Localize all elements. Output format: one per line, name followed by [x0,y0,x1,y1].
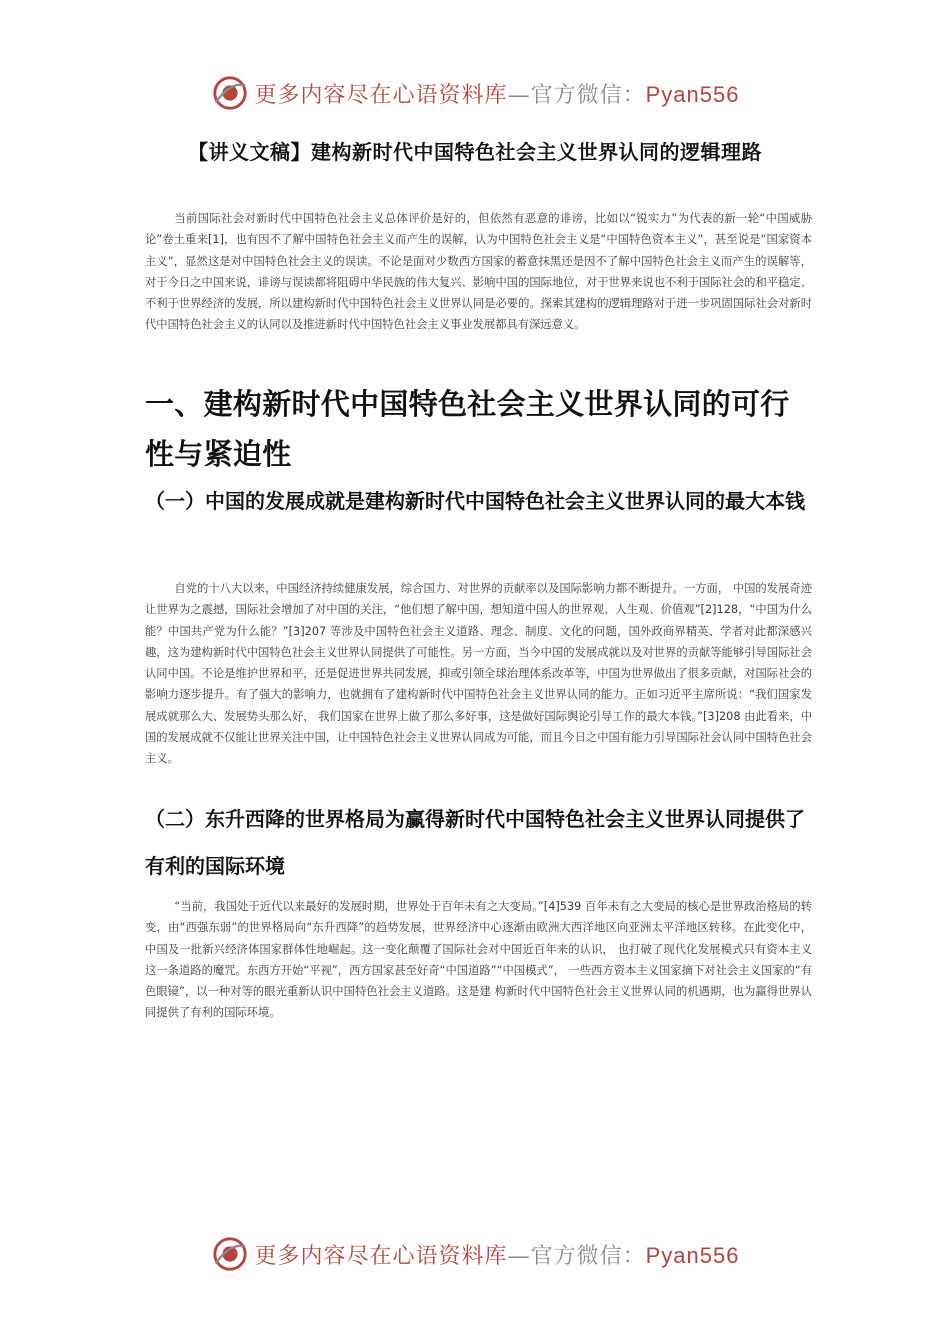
subsection-2-block [145,796,812,890]
banner-text [255,78,740,109]
intro-block [145,208,812,336]
intro-paragraph: 当前国际社会对新时代中国特色社会主义总体评价是好的，但依然有恶意的诽谤，比如以“锐实力”为代表的新一轮“中国威胁论”卷土重来[1]，也有因不了解中国特色社会主义而产生的误解，认为中国特色社会主义是“中国特色资本主义”，甚至说是“国家资本主义”，显然这是对中国特色社会主义的误读。不论是面对少数西方国家的蓄意抹黑还是因不了解中国特色社会主义而产生的误解等，对于今日之中国来说，诽谤与误读都将阻碍中华民族的伟大复兴、影响中国的国际地位，对于世界来说也不利于国际社会的和平稳定、不利于世界经济的发展，所以建构新时代中国特色社会主义世界认同是必要的。探索其建构的逻辑理路对于进一步巩固国际社会对新时代中国特色社会主义的认同以及推进新时代中国特色社会主义事业发展都具有深远意义。 [145,212,812,332]
section-1-heading: 一、建构新时代中国特色社会主义世界认同的可行性与紧迫性 [145,387,790,471]
header-watermark-banner [0,71,950,115]
subsection-2-body-block [145,896,812,1024]
banner-wechat-label: 官方微信： [530,1243,646,1269]
banner-text [255,1239,740,1270]
subsection-2-paragraph: “当前，我国处于近代以来最好的发展时期，世界处于百年未有之大变局。”[4]539 百年未有之大变局的核心是世界政治格局的转变，由“西强东弱”的世界格局向“东升西降”的趋势发展，世界经济中心逐渐由欧洲大西洋地区向亚洲太平洋地区转移。在此变化中，中国及一批新兴经济体国家群体性地崛起。这一变化颠覆了国际社会对中国近百年来的认识， 也打破了现代化发展模式只有资本主义这一条道路的魔咒。东西方开始“平视”，西方国家甚至好奇“中国道路”“中国模式”， 一些西方资本主义国家摘下对社会主义国家的“有色眼镜”，以一种对等的眼光重新认识中国特色社会主义道路。这是建 构新时代中国特色社会主义世界认同的机遇期，也为赢得世界认同提供了有利的国际环境。 [145,900,812,1020]
subsection-1-paragraph: 自党的十八大以来，中国经济持续健康发展，综合国力、对世界的贡献率以及国际影响力都不断提升。一方面， 中国的发展奇迹让世界为之震撼，国际社会增加了对中国的关注，“他们想了解中国，想知道中国人的世界观、人生观、价值观”[2]128，“中国为什么能？中国共产党为什么能？”[3]207 等涉及中国特色社会主义道路、理念、制度、文化的问题，国外政商界精英、学者对此都深感兴趣，这为建构新时代中国特色社会主义世界认同提供了可能性。另一方面，当今中国的发展成就以及对世界的贡献等能够引导国际社会认同中国。不论是维护世界和平，还是促进世界共同发展，抑或引领全球治理体系改革等，中国为世界做出了很多贡献，对国际社会的影响力逐步提升。有了强大的影响力，也就拥有了建构新时代中国特色社会主义世界认同的能力。正如习近平主席所说：“我们国家发展成就那么大、发展势头那么好， 我们国家在世界上做了那么多好事，这是做好国际舆论引导工作的最大本钱。”[3]208 由此看来，中国的发展成就不仅能让世界关注中国，让中国特色社会主义世界认同成为可能，而且今日之中国有能力引导国际社会认同中国特色社会主义。 [145,582,812,766]
footer-watermark-banner [0,1232,950,1276]
subsection-1-heading: （一）中国的发展成就是建构新时代中国特色社会主义世界认同的最大本钱 [145,489,805,513]
document-title: 【讲义文稿】建构新时代中国特色社会主义世界认同的逻辑理路 [188,140,762,164]
banner-main-text: 更多内容尽在心语资料库 [254,1243,508,1269]
section-1-block [145,379,812,479]
subsection-1-block [145,478,812,525]
banner-dash: — [507,1243,531,1269]
banner-dash: — [507,82,531,108]
subsection-2-heading: （二）东升西降的世界格局为赢得新时代中国特色社会主义世界认同提供了有利的国际环境 [145,807,805,878]
brand-logo-icon [211,74,249,112]
banner-wechat-id: Pyan556 [645,81,740,107]
banner-wechat-id: Pyan556 [645,1242,740,1268]
banner-wechat-label: 官方微信： [530,82,646,108]
brand-logo-icon [211,1235,249,1273]
subsection-1-body-block [145,578,812,770]
banner-main-text: 更多内容尽在心语资料库 [254,82,508,108]
